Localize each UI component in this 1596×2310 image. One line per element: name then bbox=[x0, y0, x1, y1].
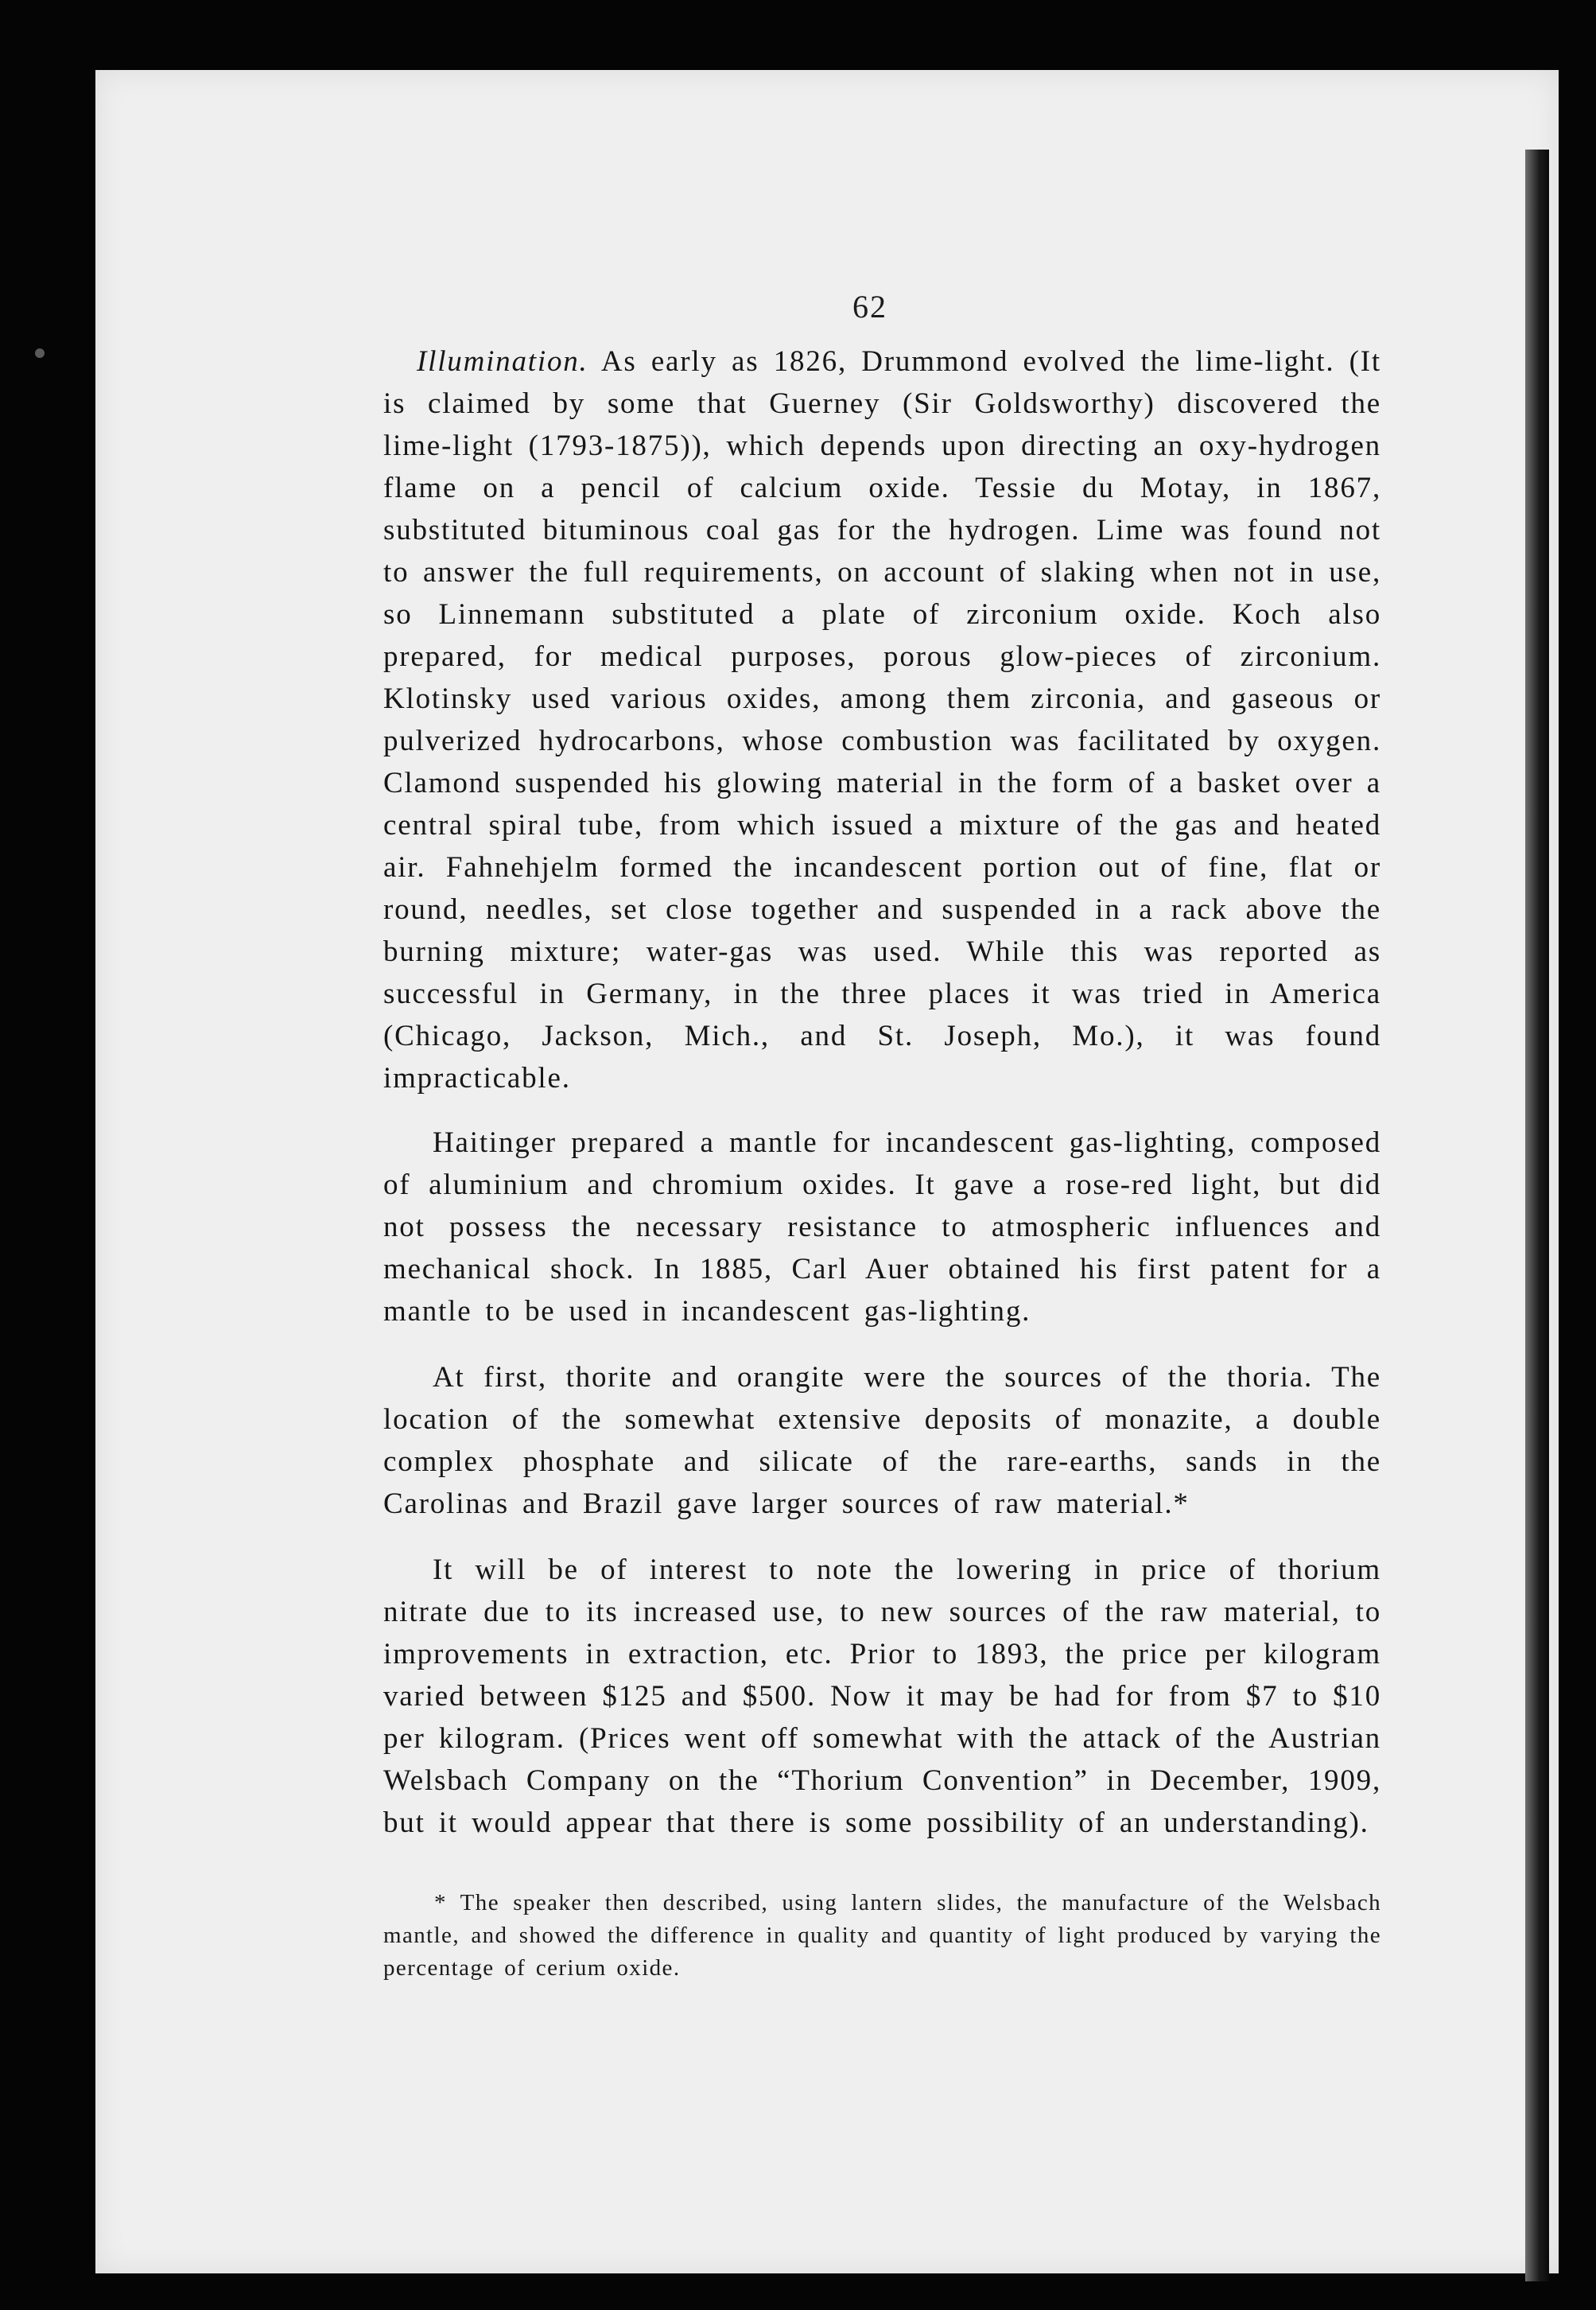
binding-mark bbox=[35, 348, 45, 358]
page-number: 62 bbox=[852, 289, 887, 325]
footnote: * The speaker then described, using lantern slides, the manufacture of the Welsbach mantle, and showed the difference in quality and quantity of light produced by varying the percentage of cerium oxide. bbox=[383, 1890, 1381, 1981]
paragraph-thoria-sources: At first, thorite and orangite were the sources of the thoria. The location of the somewhat extensive deposits of monazite, a double complex phosphate and silicate of the rare-earths, sands in the Carolinas and Brazil gave larger sources of raw material.* bbox=[383, 1361, 1381, 1520]
body-text bbox=[383, 340, 1381, 2008]
run-in-heading: Illumination. bbox=[417, 345, 588, 378]
paragraph-thorium-price: It will be of interest to note the lowering in price of thorium nitrate due to its increased use, to new sources of the raw material, to improvements in extraction, etc. Prior to 1893, the price per kilogram varied between $125 and $500. Now it may be had for from $7 to $10 per kilogram. (Prices went off somewhat with the attack of the Austrian Welsbach Company on the “Thorium Convention” in December, 1909, but it would appear that there is some possibility of an understanding). bbox=[383, 1554, 1381, 1839]
paragraph-text: As early as 1826, Drummond evolved the lime-light. (It is claimed by some that Guerney (Sir Goldsworthy) discovered the lime-light (1793-1875)), which depends upon directing an oxy-hydrogen flame on a pencil of calcium oxide. Tessie du Motay, in 1867, substituted bituminous coal gas for the hydrogen. Lime was found not to answer the full requirements, on account of slaking when not in use, so Linnemann substituted a plate of zirconium oxide. Koch also prepared, for medical purposes, porous glow-pieces of zirconium. Klotinsky used various oxides, among them zirconia, and gaseous or pulverized hydrocarbons, whose combustion was facilitated by oxygen. Clamond suspended his glowing material in the form of a basket over a central spiral tube, from which issued a mixture of the gas and heated air. Fahnehjelm formed the incandescent portion out of fine, flat or round, needles, set close together and suspended in a rack above the burning mixture; water-gas was used. While this was reported as successful in Germany, in the three places it was tried in America (Chicago, Jackson, Mich., and St. Joseph, Mo.), it was found impracticable. bbox=[383, 345, 1381, 1095]
paragraph-illumination bbox=[383, 340, 1381, 1099]
paragraph-haitinger: Haitinger prepared a mantle for incandescent gas-lighting, composed of aluminium and chromium oxides. It gave a rose-red light, but did not possess the necessary resistance to atmospheric influences and mechanical shock. In 1885, Carl Auer obtained his first patent for a mantle to be used in incandescent gas-lighting. bbox=[383, 1126, 1381, 1328]
page-edge-shadow bbox=[1525, 150, 1549, 2281]
